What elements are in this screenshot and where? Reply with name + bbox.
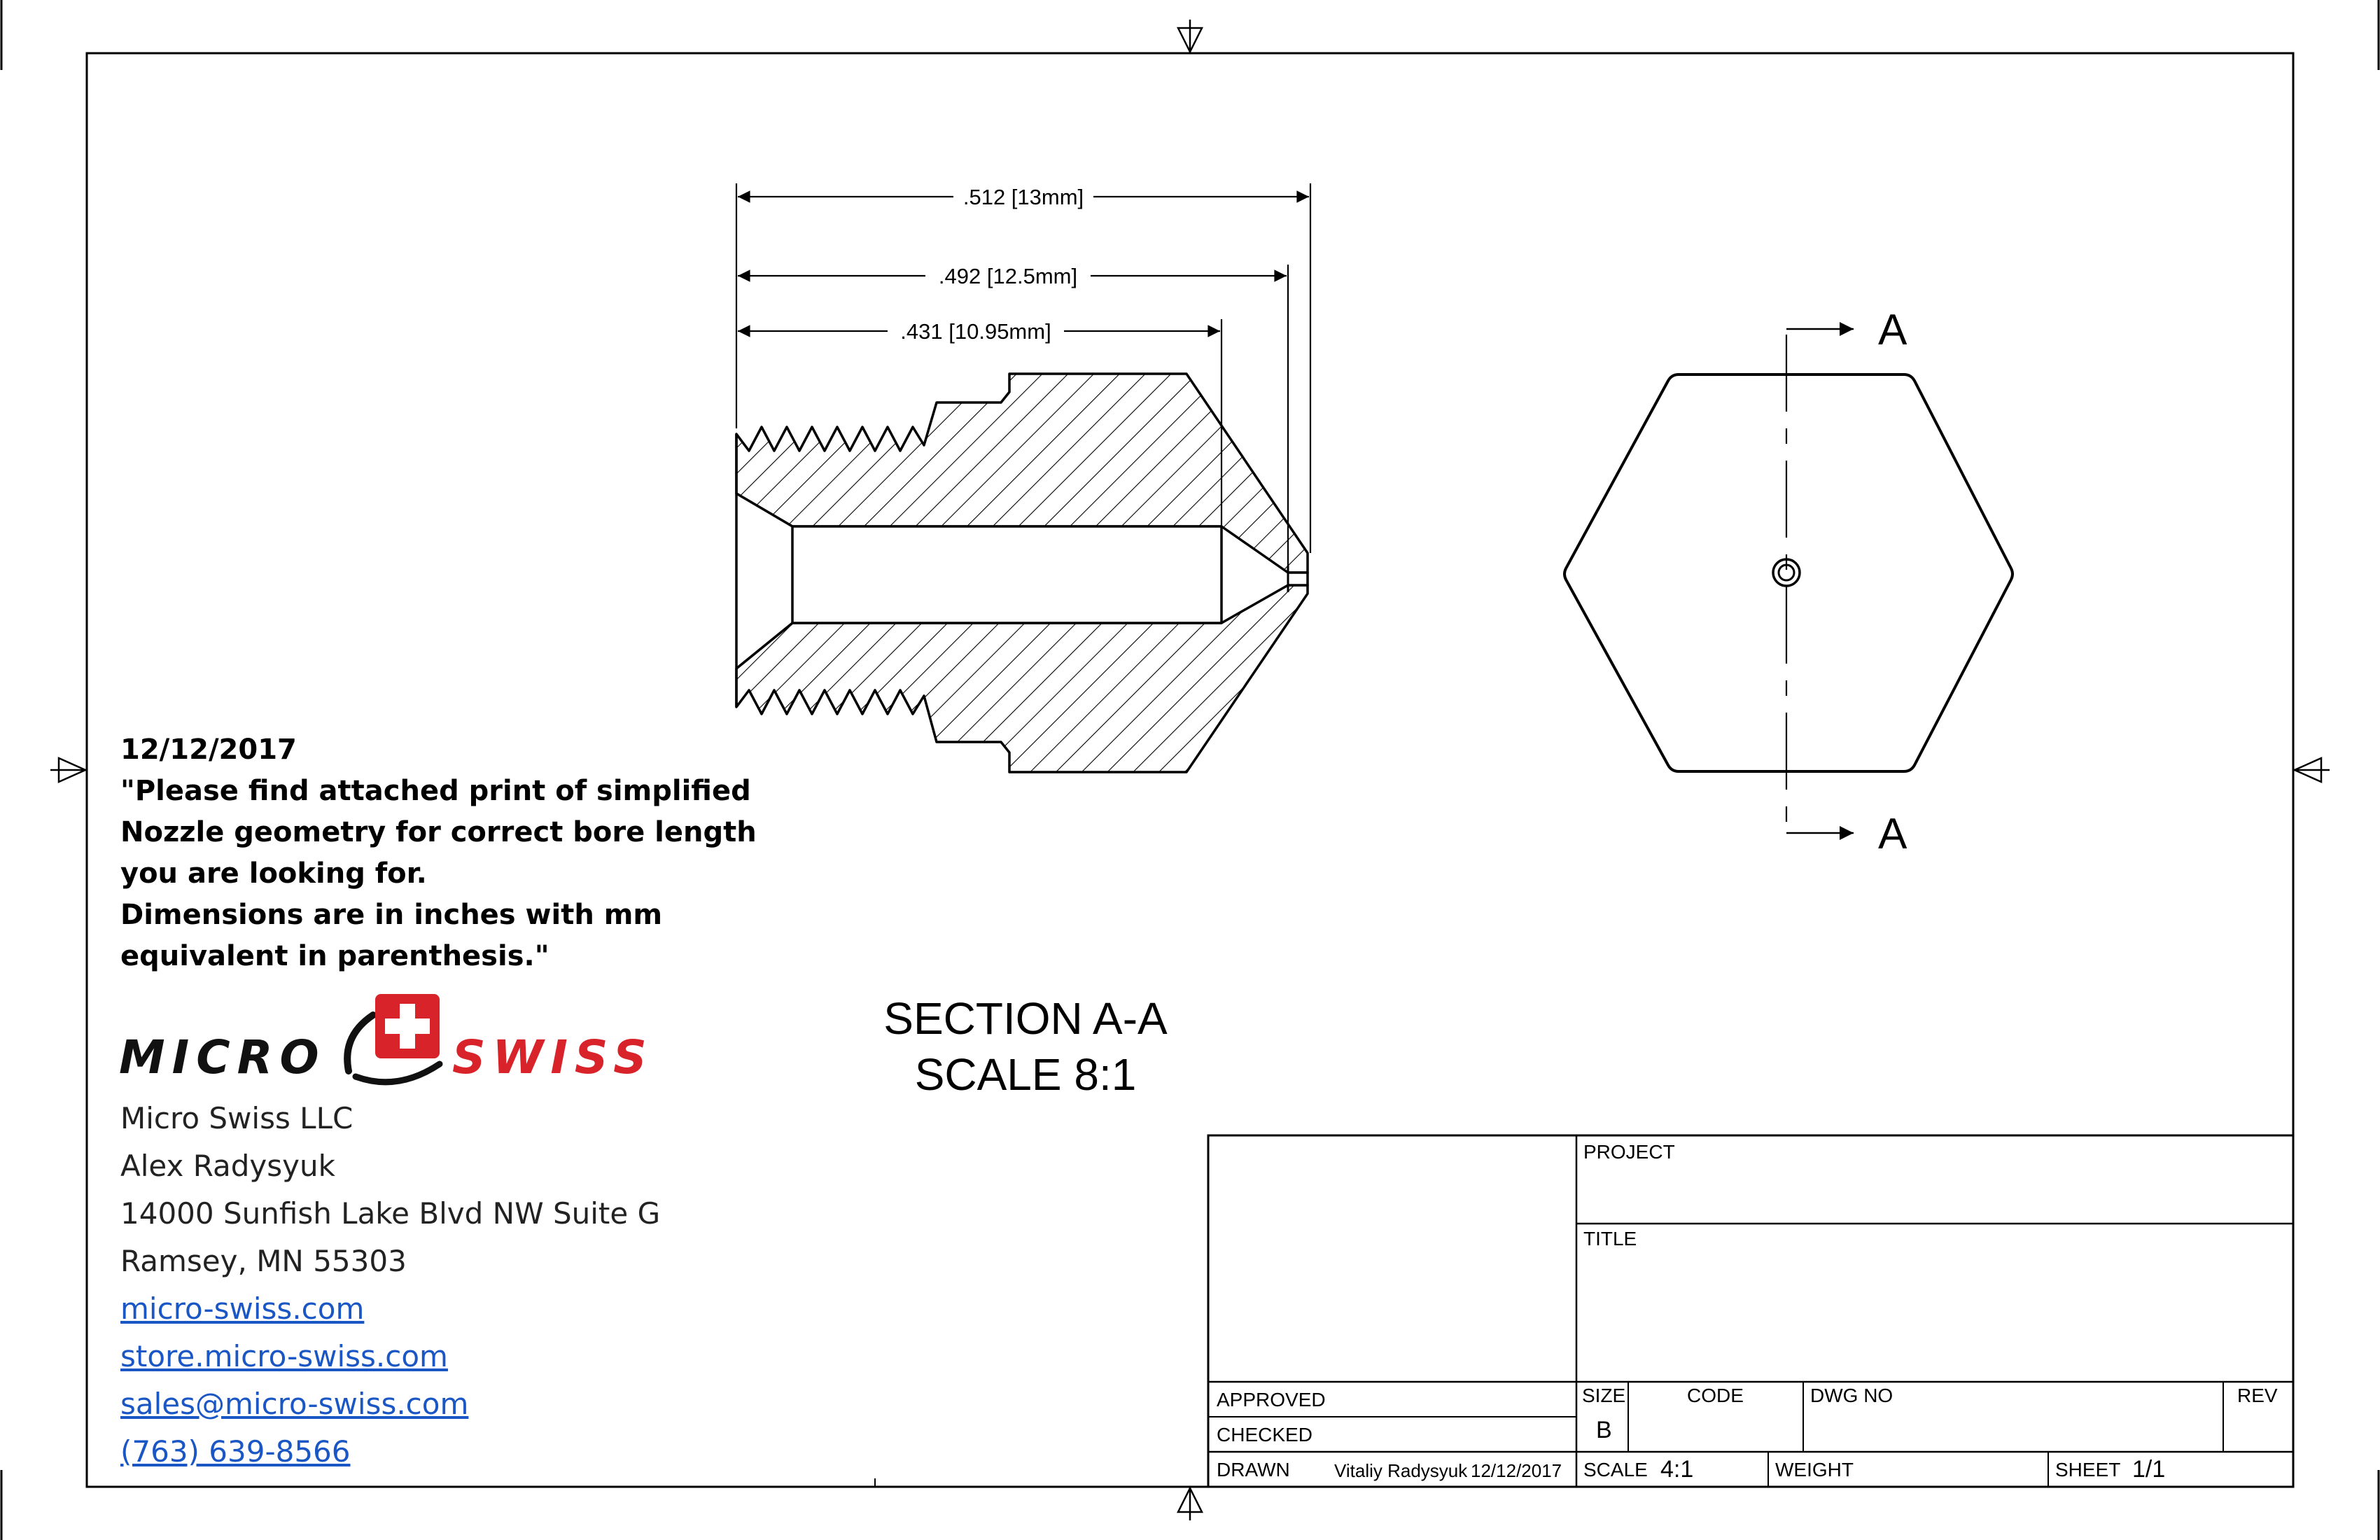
centering-mark-right <box>2293 758 2330 782</box>
section-scale: SCALE 8:1 <box>914 1049 1137 1100</box>
logo-text-swiss: SWISS <box>452 1030 654 1084</box>
dimension-bore-length: .431 [10.95mm] <box>900 319 1051 344</box>
website-link[interactable]: micro-swiss.com <box>120 1292 365 1326</box>
tb-drawn-label: DRAWN <box>1217 1459 1290 1480</box>
tb-scale-label: SCALE <box>1583 1459 1648 1480</box>
section-label-a-bottom: A <box>1878 810 1907 858</box>
centering-mark-left <box>50 758 87 782</box>
tb-sheet-label: SHEET <box>2055 1459 2121 1480</box>
logo-text-micro: MICRO <box>119 1030 326 1084</box>
tb-drawn-date: 12/12/2017 <box>1471 1460 1562 1481</box>
store-link[interactable]: store.micro-swiss.com <box>120 1339 448 1373</box>
dimension-orifice-length: .492 [12.5mm] <box>938 264 1078 288</box>
title-block-grid <box>1208 1135 2293 1487</box>
centering-mark-bottom <box>1178 1487 1202 1520</box>
note-line: you are looking for. <box>120 858 427 890</box>
contact-block <box>120 1095 660 1476</box>
note-line: equivalent in parenthesis." <box>120 940 550 972</box>
tb-weight-label: WEIGHT <box>1775 1459 1854 1480</box>
note-block <box>120 729 757 977</box>
tb-code-label: CODE <box>1687 1385 1744 1406</box>
address-line-2: Ramsey, MN 55303 <box>120 1244 407 1278</box>
centering-mark-top <box>1178 20 1202 53</box>
note-line: Nozzle geometry for correct bore length <box>120 816 757 848</box>
dimension-overall-length: .512 [13mm] <box>962 185 1084 209</box>
tb-size-label: SIZE <box>1582 1385 1626 1406</box>
contact-person: Alex Radysyuk <box>120 1149 335 1183</box>
tb-size-value: B <box>1596 1417 1612 1443</box>
note-line: Dimensions are in inches with mm <box>120 899 663 931</box>
tb-sheet-value: 1/1 <box>2132 1456 2166 1483</box>
phone-link[interactable]: (763) 639-8566 <box>120 1434 351 1469</box>
hex-end-view <box>1564 329 2012 833</box>
tb-dwg-label: DWG NO <box>1810 1385 1893 1406</box>
note-line: "Please find attached print of simplified <box>120 775 751 807</box>
address-line-1: 14000 Sunfish Lake Blvd NW Suite G <box>120 1196 661 1231</box>
tb-title-label: TITLE <box>1583 1228 1637 1250</box>
tb-rev-label: REV <box>2237 1385 2278 1406</box>
micro-swiss-logo <box>118 987 685 1099</box>
email-link[interactable]: sales@micro-swiss.com <box>120 1387 469 1421</box>
hex-outline <box>1564 374 2012 771</box>
tb-checked-label: CHECKED <box>1217 1424 1312 1446</box>
tb-drawn-by: Vitaliy Radysyuk <box>1334 1460 1468 1481</box>
swiss-cross-icon <box>335 987 461 1092</box>
note-date: 12/12/2017 <box>120 734 297 766</box>
section-label-a-top: A <box>1878 306 1907 354</box>
tb-scale-value: 4:1 <box>1660 1456 1694 1483</box>
company-name: Micro Swiss LLC <box>120 1101 354 1135</box>
tb-approved-label: APPROVED <box>1217 1389 1326 1410</box>
section-title: SECTION A-A <box>883 993 1168 1044</box>
tb-project-label: PROJECT <box>1583 1141 1675 1163</box>
